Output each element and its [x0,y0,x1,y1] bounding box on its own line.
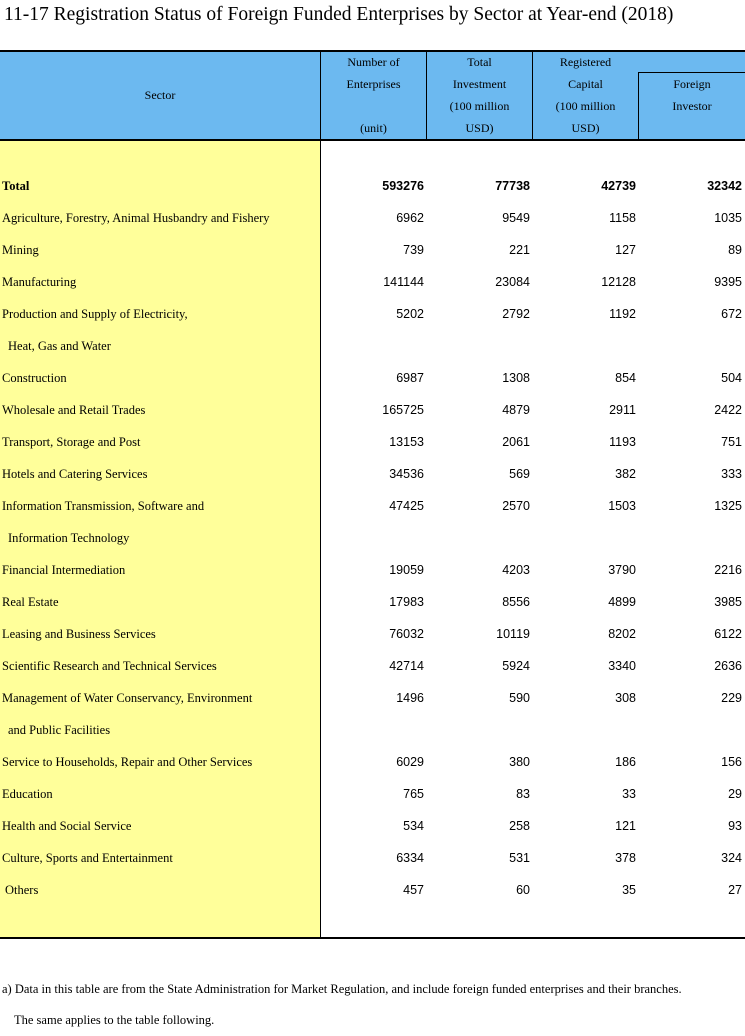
capital-value: 382 [615,467,636,481]
foreign-investor-value: 2636 [714,659,742,673]
table-row [0,403,745,423]
enterprises-value: 34536 [389,467,424,481]
capital-value: 3790 [608,563,636,577]
data-table [0,50,745,940]
row-label: Management of Water Conservancy, Environment [2,691,253,705]
table-row [0,499,745,519]
enterprises-value: 13153 [389,435,424,449]
foreign-investor-value: 333 [721,467,742,481]
header-capital-2: Capital [568,77,603,91]
table-row [0,595,745,615]
row-label: Heat, Gas and Water [8,339,111,353]
row-label: Others [5,883,39,897]
foreign-investor-value: 93 [728,819,742,833]
enterprises-value: 593276 [382,179,424,193]
header-capital-3: (100 million [555,99,616,113]
enterprises-value: 5202 [396,307,424,321]
table-title: 11-17 Registration Status of Foreign Funded Enterprises by Sector at Year-end (2018) [4,4,674,25]
header-capital-4: USD) [571,121,600,135]
header-capital-1: Registered [559,55,612,69]
investment-value: 10119 [496,627,530,641]
foreign-investor-value: 3985 [714,595,742,609]
foreign-investor-value: 29 [728,787,742,801]
capital-value: 2911 [609,403,636,417]
row-label: Transport, Storage and Post [2,435,141,449]
header-investment-2: Investment [452,77,507,91]
enterprises-value: 19059 [389,563,424,577]
enterprises-value: 765 [403,787,424,801]
header-enterprises-2: Enterprises [346,77,401,91]
table-row [0,819,745,839]
investment-value: 258 [509,819,530,833]
capital-value: 127 [615,243,636,257]
table-row [0,883,745,903]
capital-value: 42739 [601,179,636,193]
table-row [0,723,745,743]
foreign-investor-value: 9395 [714,275,742,289]
table-row [0,755,745,775]
header-investment-3: (100 million [449,99,510,113]
capital-value: 12128 [601,275,636,289]
enterprises-value: 76032 [389,627,424,641]
table-row [0,563,745,583]
enterprises-value: 1496 [396,691,424,705]
investment-value: 8556 [502,595,530,609]
investment-value: 531 [509,851,530,865]
table-row [0,627,745,647]
footnote-line-2: The same applies to the table following. [14,1013,215,1027]
row-label: and Public Facilities [8,723,111,737]
foreign-investor-value: 32342 [707,179,742,193]
capital-value: 308 [615,691,636,705]
investment-value: 380 [509,755,530,769]
foreign-investor-value: 2422 [714,403,742,417]
row-label: Education [2,787,53,801]
capital-value: 378 [615,851,636,865]
row-label: Hotels and Catering Services [2,467,148,481]
capital-value: 1158 [609,211,636,225]
table-row [0,275,745,295]
investment-value: 1308 [502,371,530,385]
investment-value: 569 [509,467,530,481]
investment-value: 60 [516,883,530,897]
capital-value: 4899 [608,595,636,609]
header-bottom-rule [0,139,745,141]
row-label: Culture, Sports and Entertainment [2,851,173,865]
row-label: Wholesale and Retail Trades [2,403,146,417]
table-row [0,211,745,231]
header-foreign-1: Foreign [673,77,711,91]
investment-value: 77738 [495,179,530,193]
foreign-investor-value: 89 [728,243,742,257]
row-label: Agriculture, Forestry, Animal Husbandry and Fishery [2,211,270,225]
header-investment-1: Total [467,55,492,69]
capital-value: 8202 [608,627,636,641]
investment-value: 2570 [502,499,530,513]
table-row [0,307,745,327]
capital-value: 186 [615,755,636,769]
header-enterprises-1: Number of [347,55,400,69]
investment-value: 590 [509,691,530,705]
investment-value: 23084 [495,275,530,289]
capital-value: 1503 [608,499,636,513]
foreign-investor-value: 156 [721,755,742,769]
row-label: Construction [2,371,67,385]
row-label: Real Estate [2,595,59,609]
row-label: Manufacturing [2,275,77,289]
table-row [0,371,745,391]
footnote-line-1: a) Data in this table are from the State Administration for Market Regulation, and include foreign funded enterprises and their branches. [2,982,682,996]
foreign-investor-value: 6122 [714,627,742,641]
table-row [0,435,745,455]
foreign-investor-value: 324 [721,851,742,865]
capital-value: 1192 [609,307,636,321]
header-sector: Sector [144,88,176,102]
investment-value: 2792 [502,307,530,321]
footnote [2,980,682,1030]
enterprises-value: 47425 [389,499,424,513]
table-row [0,243,745,263]
row-label: Information Transmission, Software and [2,499,205,513]
enterprises-value: 6334 [396,851,424,865]
capital-value: 121 [615,819,636,833]
investment-value: 4879 [502,403,530,417]
enterprises-value: 17983 [389,595,424,609]
investment-value: 5924 [502,659,530,673]
foreign-investor-value: 27 [728,883,742,897]
row-label: Financial Intermediation [2,563,126,577]
capital-value: 33 [622,787,636,801]
row-label: Information Technology [8,531,130,545]
enterprises-value: 6962 [396,211,424,225]
header-investment-4: USD) [465,121,494,135]
table-row [0,467,745,487]
foreign-investor-value: 1035 [714,211,742,225]
row-label: Production and Supply of Electricity, [2,307,188,321]
header-foreign-2: Investor [672,99,712,113]
row-label: Health and Social Service [2,819,132,833]
table-row [0,179,745,199]
row-label: Service to Households, Repair and Other Services [2,755,253,769]
investment-value: 4203 [502,563,530,577]
investment-value: 2061 [502,435,530,449]
foreign-investor-value: 229 [721,691,742,705]
enterprises-value: 739 [403,243,424,257]
capital-value: 35 [622,883,636,897]
capital-value: 1193 [609,435,636,449]
investment-value: 83 [516,787,530,801]
table-bottom-rule [0,937,745,939]
row-label: Scientific Research and Technical Services [2,659,217,673]
table-row [0,339,745,359]
foreign-investor-value: 2216 [714,563,742,577]
table-row [0,851,745,871]
enterprises-value: 165725 [382,403,424,417]
capital-value: 854 [615,371,636,385]
enterprises-value: 6987 [396,371,424,385]
table-row [0,659,745,679]
row-label: Total [2,179,30,193]
enterprises-value: 6029 [396,755,424,769]
header-enterprises-unit: (unit) [360,121,387,135]
foreign-investor-value: 504 [721,371,742,385]
row-label: Mining [2,243,39,257]
enterprises-value: 457 [403,883,424,897]
enterprises-value: 42714 [389,659,424,673]
foreign-investor-value: 672 [721,307,742,321]
enterprises-value: 141144 [383,275,424,289]
table-row [0,691,745,711]
foreign-investor-value: 1325 [714,499,742,513]
table-row [0,531,745,551]
foreign-investor-value: 751 [721,435,742,449]
row-label: Leasing and Business Services [2,627,156,641]
investment-value: 221 [509,243,530,257]
investment-value: 9549 [502,211,530,225]
enterprises-value: 534 [403,819,424,833]
capital-value: 3340 [608,659,636,673]
table-row [0,787,745,807]
